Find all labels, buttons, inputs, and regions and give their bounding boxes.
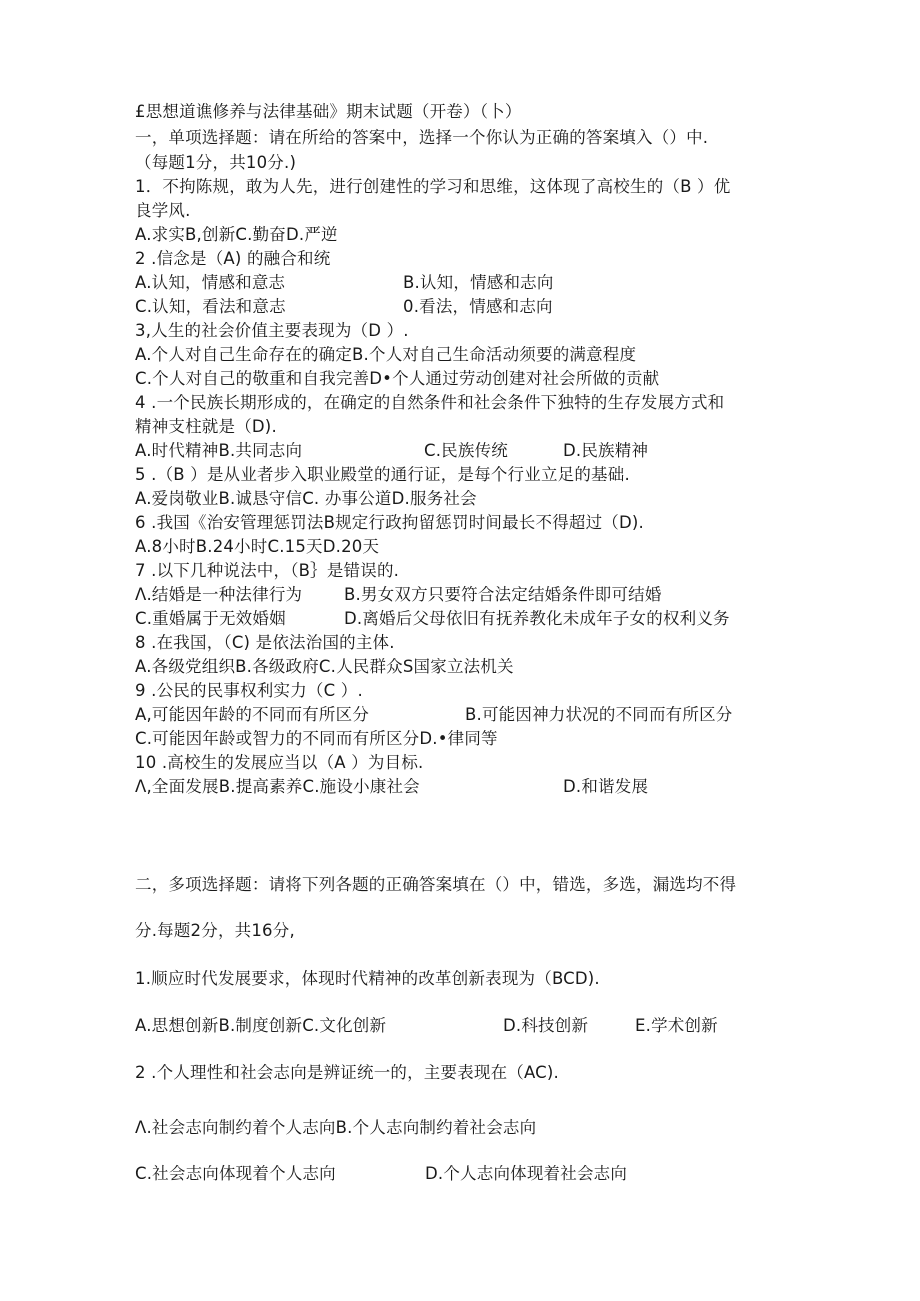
question-9-options-row-2: C.可能因年龄或智力的不同而有所区分D.•律同等: [135, 729, 498, 748]
question-4-stem-continued: 精神支柱就是（D).: [135, 417, 277, 436]
question-8-options: A.各级党组织B.各级政府C.人民群众S国家立法机关: [135, 657, 514, 676]
question-5-stem: 5 .（B ）是从业者步入职业殿堂的通行证，是每个行业立足的基础.: [135, 465, 630, 484]
multi-question-2-option-d: D.个人志向体现着社会志向: [425, 1164, 628, 1183]
multi-question-1-option-e: E.学术创新: [635, 1016, 718, 1035]
section1-heading: 一，单项选择题：请在所给的答案中，选择一个你认为正确的答案填入（）中.: [135, 128, 709, 147]
document-title: £思想道谯修养与法律基础》期末试题（开卷）（卜）: [135, 102, 522, 121]
question-1-options: A.求实B,创新C.勤奋D.严逆: [135, 225, 338, 244]
question-6-options: A.8小时B.24小时C.15天D.20天: [135, 537, 380, 556]
question-2-option-b: B.认知，情感和志向: [403, 273, 554, 292]
question-4-option-c: C.民族传统: [424, 441, 508, 460]
question-9-option-a: A,可能因年龄的不同而有所区分: [135, 705, 370, 724]
multi-question-2-stem: 2 .个人理性和社会志向是辨证统一的，主要表现在（AC).: [135, 1063, 559, 1082]
question-2-option-c: C.认知，看法和意志: [135, 297, 286, 316]
multi-question-2-option-c: C.社会志向体现着个人志向: [135, 1164, 336, 1183]
question-6-stem: 6 .我国《治安管理惩罚法B规定行政拘留惩罚时间最长不得超过（D).: [135, 513, 644, 532]
section2-heading: 二，多项选择题：请将下列各题的正确答案填在（）中，错选，多选，漏选均不得: [135, 875, 737, 894]
question-2-stem: 2 .信念是（A) 的融合和统: [135, 249, 331, 268]
section2-note: 分.每题2分，共16分,: [135, 921, 295, 940]
question-8-stem: 8 .在我国，（C) 是依法治国的主体.: [135, 633, 395, 652]
question-5-options: A.爱岗敬业B.诚恳守信C. 办事公道D.服务社会: [135, 489, 477, 508]
question-4-stem: 4 .一个民族长期形成的，在确定的自然条件和社会条件下独特的生存发展方式和: [135, 393, 725, 412]
multi-question-1-option-abc: A.思想创新B.制度创新C.文化创新: [135, 1016, 387, 1035]
multi-question-1-option-d: D.科技创新: [503, 1016, 589, 1035]
multi-question-2-options-row-1: Λ.社会志向制约着个人志向B.个人志向制约着社会志向: [135, 1118, 537, 1137]
question-3-stem: 3,人生的社会价值主要表现为（D ）.: [135, 321, 409, 340]
section1-note: （每题1分，共10分.): [135, 153, 297, 172]
question-1-stem: 1．不拘陈规，敢为人先，进行创建性的学习和思维，这体现了高校生的（B ）优: [135, 177, 731, 196]
multi-question-1-stem: 1.顺应时代发展要求，体现时代精神的改革创新表现为（BCD).: [135, 969, 600, 988]
question-7-option-a: Λ.结婚是一种法律行为: [135, 585, 303, 604]
question-10-option-d: D.和谐发展: [563, 777, 649, 796]
question-3-options-row-1: A.个人对自己生命存在的确定B.个人对自己生命活动须要的满意程度: [135, 345, 637, 364]
question-4-option-ab: A.时代精神B.共同志向: [135, 441, 303, 460]
question-9-stem: 9 .公民的民事权利实力（C ）.: [135, 681, 363, 700]
question-7-option-d: D.离婚后父母依旧有抚养教化未成年子女的权利义务: [344, 609, 730, 628]
question-10-option-abc: Λ,全面发展B.提高素养C.施设小康社会: [135, 777, 420, 796]
question-2-option-a: A.认知，情感和意志: [135, 273, 286, 292]
question-7-option-b: B.男女双方只要符合法定结婚条件即可结婚: [344, 585, 662, 604]
question-3-options-row-2: C.个人对自己的敬重和自我完善D•个人通过劳动创建对社会所做的贡献: [135, 369, 660, 388]
question-7-option-c: C.重婚属于无效婚姻: [135, 609, 286, 628]
question-9-option-b: B.可能因神力状况的不同而有所区分: [465, 705, 733, 724]
question-7-stem: 7 .以下几种说法中，（B｝是错误的.: [135, 561, 400, 580]
question-1-stem-continued: 良学风.: [135, 201, 191, 220]
question-2-option-d: 0.看法，情感和志向: [403, 297, 553, 316]
question-10-stem: 10 .高校生的发展应当以（A ）为目标.: [135, 753, 424, 772]
question-4-option-d: D.民族精神: [563, 441, 649, 460]
